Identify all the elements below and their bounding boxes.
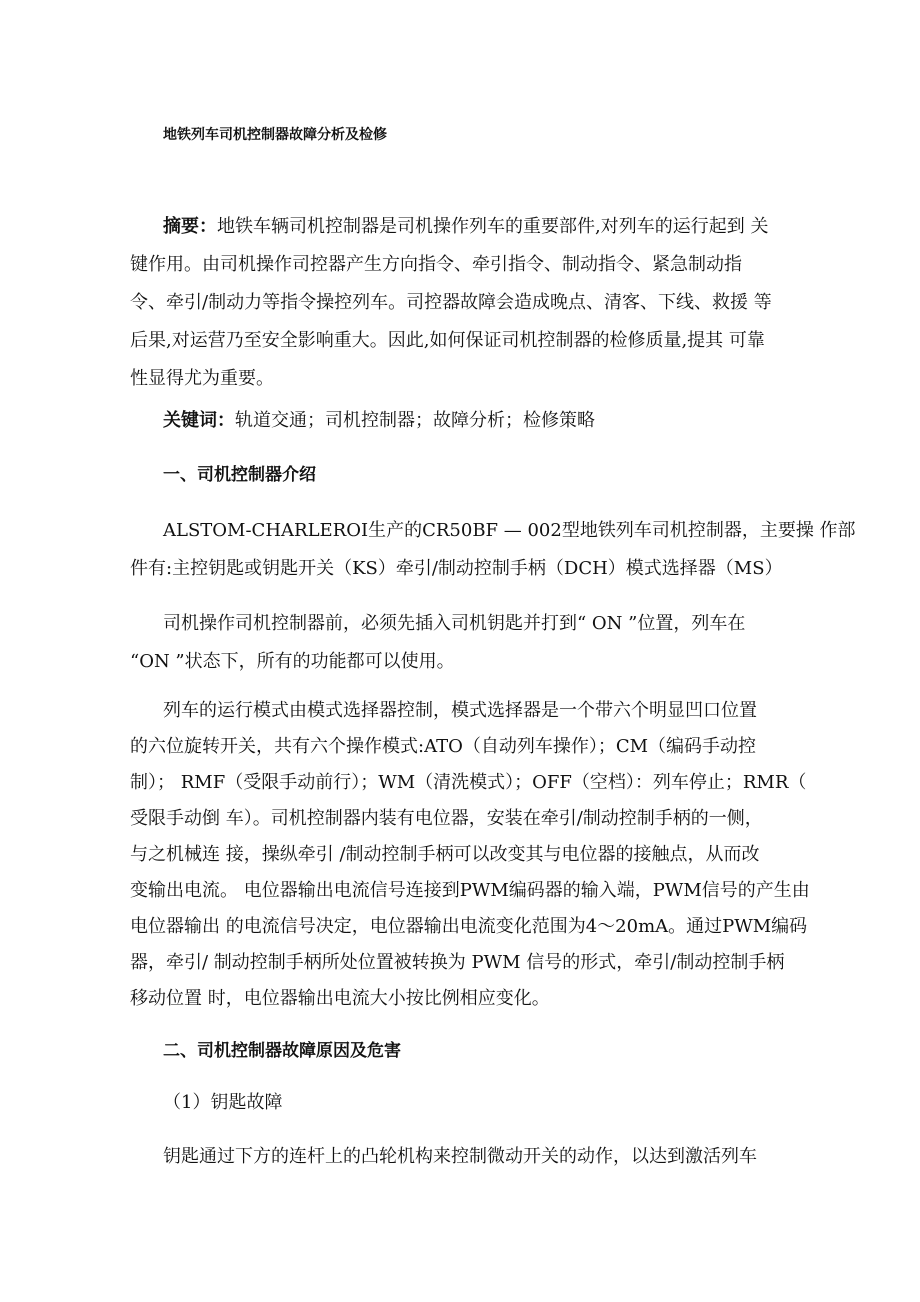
abstract-paragraph: 摘要：地铁车辆司机控制器是司机操作列车的重要部件,对列车的运行起到 关 键作用。由司机操作司控器产生方向指令、牵引指令、制动指令、紧急制动指 令、牵引/制动力等指令操控列车。司控器故障会造成晚点、清客、下线、救援 等 后果,对运营乃至安全影响重大。因此,如何保证司机控制器的检修质量,提其 可靠 性显得尤为重要。 bbox=[130, 216, 772, 389]
paragraph-key: 司机操作司机控制器前，必须先插入司机钥匙并打到“ ON ”位置，列车在 “ON ”状态下，所有的功能都可以使用。 bbox=[130, 613, 746, 672]
paragraph-intro: ALSTOM-CHARLEROI生产的CR50BF — 002型地铁列车司机控制器，主要操 作部 件有:主控钥匙或钥匙开关（KS）牵引/制动控制手柄（DCH）模式选择器（MS） bbox=[130, 520, 856, 579]
section-heading-2: 二、司机控制器故障原因及危害 bbox=[163, 1041, 401, 1061]
subheading-key-fault: （1）钥匙故障 bbox=[163, 1092, 283, 1113]
section-heading-1: 一、司机控制器介绍 bbox=[163, 465, 316, 485]
paragraph-modes: 列车的运行模式由模式选择器控制，模式选择器是一个带六个明显凹口位置 的六位旋转开关，共有六个操作模式:ATO（自动列车操作）；CM（编码手动控 制）； RMF（受限手动前行）；WM（清洗模式）；OFF（空档）：列车停止；RMR（ 受限手动倒 车）。司机控制器内装有电位器，安装在牵引/制动控制手柄的一侧， 与之机械连 接，操纵牵引 /制动控制手柄可以改变其与电位器的接触点，从而改 变输出电流。 电位器输出电流信号连接到PWM编码器的输入端，PWM信号的产生由 电位器输出 的电流信号决定，电位器输出电流变化范围为4～20mA。通过PWM编码 器，牵引/ 制动控制手柄所处位置被转换为 PWM 信号的形式，牵引/制动控制手柄 移动位置 时，电位器输出电流大小按比例相应变化。 bbox=[130, 700, 810, 1009]
document-title: 地铁列车司机控制器故障分析及检修 bbox=[163, 127, 387, 143]
keywords: 关键词：轨道交通；司机控制器；故障分析；检修策略 bbox=[163, 410, 595, 431]
abstract-label: 摘要： bbox=[163, 216, 217, 237]
keywords-label: 关键词： bbox=[163, 410, 235, 431]
paragraph-key-fault: 钥匙通过下方的连杆上的凸轮机构来控制微动开关的动作，以达到激活列车 bbox=[163, 1146, 757, 1167]
